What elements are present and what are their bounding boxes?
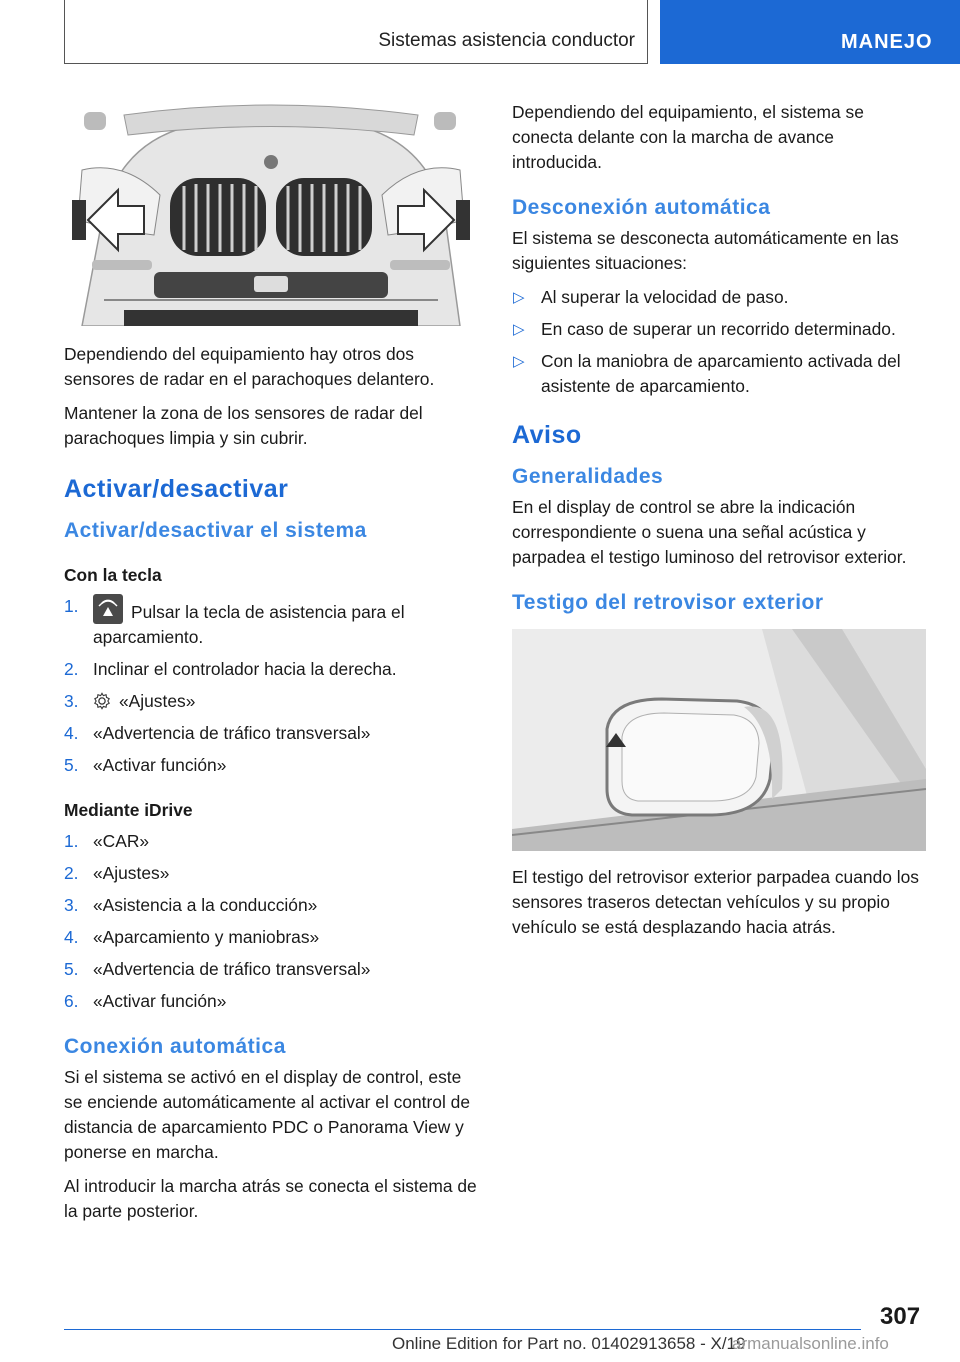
bullet-text: En caso de superar un recorrido determinado. bbox=[541, 319, 896, 339]
header-section-box bbox=[64, 0, 648, 64]
step-text: «Asistencia a la conducción» bbox=[93, 895, 318, 915]
mirror-figure bbox=[512, 629, 926, 851]
step-number: 6. bbox=[64, 991, 79, 1011]
park-assist-key-icon bbox=[93, 594, 123, 624]
step-text: «Activar función» bbox=[93, 755, 227, 775]
footer-watermark: armanualsonline.info bbox=[732, 1334, 889, 1353]
paragraph-testigo: El testigo del retrovisor exterior parpadea cuando los sensores traseros detectan vehículos y su propio vehículo se está desplazando hacia atrás. bbox=[512, 867, 919, 937]
bullet-text: Al superar la velocidad de paso. bbox=[541, 287, 789, 307]
list-item bbox=[64, 721, 478, 746]
footer-divider bbox=[64, 1329, 861, 1330]
right-column bbox=[512, 100, 926, 949]
step-text: Inclinar el controlador hacia la derecha. bbox=[93, 659, 397, 679]
triangle-bullet-icon: ▷ bbox=[513, 353, 525, 370]
gear-icon bbox=[93, 692, 111, 710]
chapter-tab-label: MANEJO bbox=[841, 31, 933, 53]
step-text: «Advertencia de tráfico transversal» bbox=[93, 959, 371, 979]
list-item bbox=[64, 861, 478, 886]
list-item bbox=[64, 753, 478, 778]
step-text: «Advertencia de tráfico transversal» bbox=[93, 723, 371, 743]
idrive-steps-list bbox=[64, 829, 478, 1014]
car-front-figure bbox=[64, 100, 478, 326]
heading-generalidades: Generalidades bbox=[512, 465, 664, 488]
step-text: «Ajustes» bbox=[93, 863, 170, 883]
triangle-bullet-icon: ▷ bbox=[513, 321, 525, 338]
paragraph-generalidades: En el display de control se abre la indicación correspondiente o suena una señal acústica y parpadea el testigo luminoso del retrovisor exterior. bbox=[512, 497, 907, 567]
paragraph-marcha-atras: Al introducir la marcha atrás se conecta el sistema de la parte posterior. bbox=[64, 1176, 477, 1221]
list-item bbox=[64, 893, 478, 918]
tecla-steps-list bbox=[64, 594, 478, 778]
list-item bbox=[512, 285, 926, 310]
heading-idrive: Mediante iDrive bbox=[64, 800, 193, 820]
chapter-tab[interactable] bbox=[660, 0, 960, 64]
left-column bbox=[64, 100, 478, 1233]
step-text: Pulsar la tecla de asistencia para el aparcamiento. bbox=[93, 602, 405, 647]
list-item bbox=[64, 657, 478, 682]
step-number: 5. bbox=[64, 755, 79, 775]
list-item bbox=[64, 594, 478, 650]
list-item bbox=[512, 317, 926, 342]
heading-activar: Activar/desactivar bbox=[64, 475, 289, 503]
step-number: 3. bbox=[64, 691, 79, 711]
paragraph-situaciones: El sistema se desconecta automáticamente en las siguientes situaciones: bbox=[512, 228, 899, 273]
section-title: Sistemas asistencia conductor bbox=[378, 30, 635, 51]
bullet-text: Con la maniobra de aparcamiento activada del asistente de aparcamiento. bbox=[541, 351, 901, 396]
step-number: 4. bbox=[64, 927, 79, 947]
step-text: «Activar función» bbox=[93, 991, 227, 1011]
step-number: 5. bbox=[64, 959, 79, 979]
list-item bbox=[64, 689, 478, 714]
step-text: «CAR» bbox=[93, 831, 150, 851]
heading-con-tecla: Con la tecla bbox=[64, 565, 162, 585]
list-item bbox=[512, 349, 926, 399]
triangle-bullet-icon: ▷ bbox=[513, 289, 525, 306]
paragraph-conexion: Si el sistema se activó en el display de control, este se enciende automáticamente al activar el control de distancia de aparcamiento PDC o Panorama View y ponerse en marcha. bbox=[64, 1067, 471, 1162]
desconexion-bullets bbox=[512, 285, 926, 399]
heading-activar-sistema: Activar/desactivar el sistema bbox=[64, 519, 367, 542]
step-number: 4. bbox=[64, 723, 79, 743]
step-text: «Ajustes» bbox=[119, 691, 196, 711]
list-item bbox=[64, 989, 478, 1014]
list-item bbox=[64, 957, 478, 982]
step-number: 2. bbox=[64, 863, 79, 883]
page-number: 307 bbox=[880, 1303, 921, 1330]
step-text: «Aparcamiento y maniobras» bbox=[93, 927, 320, 947]
heading-conexion: Conexión automática bbox=[64, 1035, 286, 1058]
heading-desconexion: Desconexión automática bbox=[512, 196, 771, 219]
heading-aviso: Aviso bbox=[512, 421, 582, 449]
step-number: 1. bbox=[64, 596, 79, 616]
step-number: 1. bbox=[64, 831, 79, 851]
heading-testigo: Testigo del retrovisor exterior bbox=[512, 591, 824, 614]
paragraph-clean: Mantener la zona de los sensores de radar del parachoques limpia y sin cubrir. bbox=[64, 403, 423, 448]
list-item bbox=[64, 925, 478, 950]
paragraph-sensors: Dependiendo del equipamiento hay otros dos sensores de radar en el parachoques delantero. bbox=[64, 344, 435, 389]
footer-edition: Online Edition for Part no. 01402913658 - X/19 bbox=[392, 1334, 746, 1353]
step-number: 2. bbox=[64, 659, 79, 679]
list-item bbox=[64, 829, 478, 854]
step-number: 3. bbox=[64, 895, 79, 915]
paragraph-avance: Dependiendo del equipamiento, el sistema se conecta delante con la marcha de avance introducida. bbox=[512, 102, 864, 172]
